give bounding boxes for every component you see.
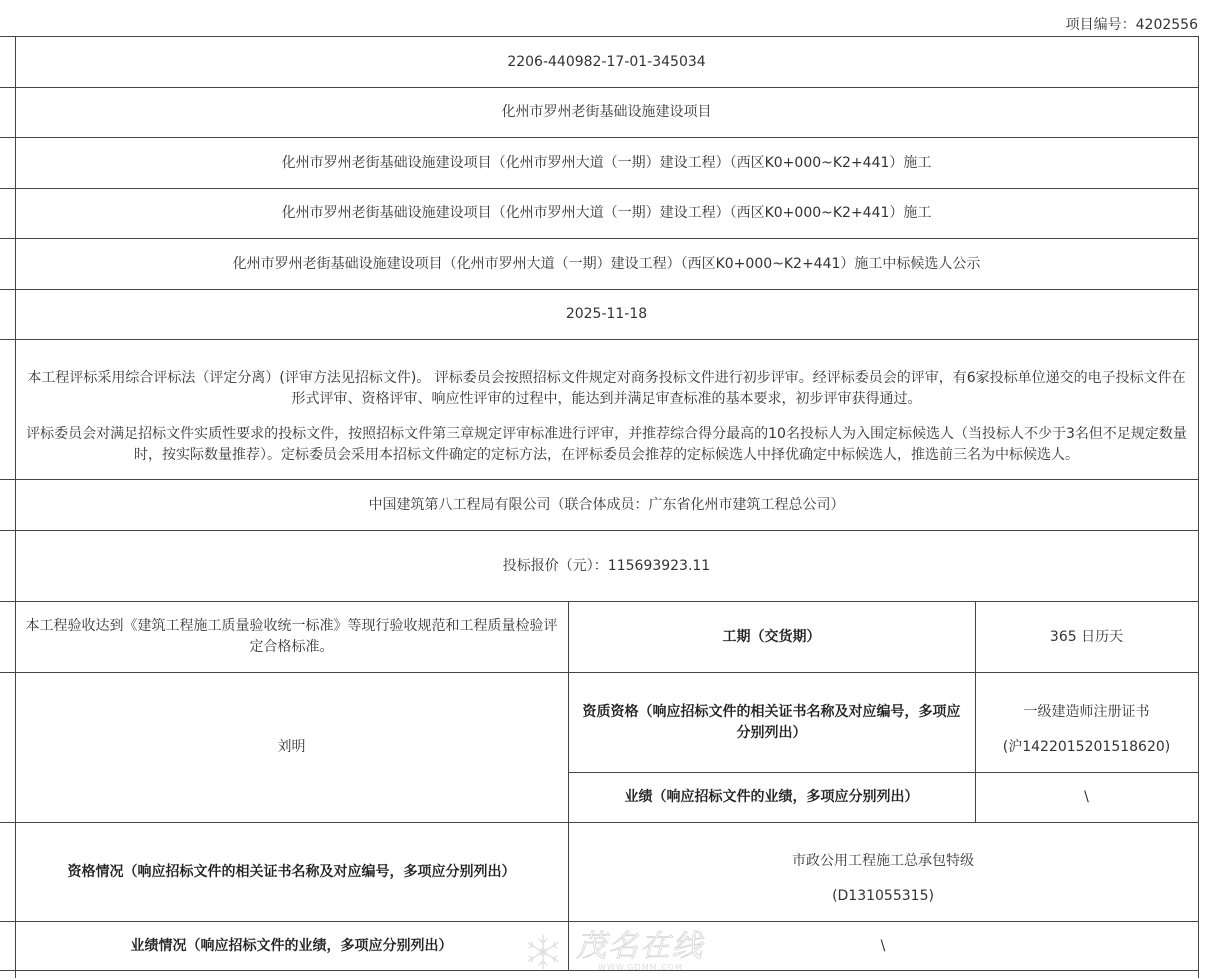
row-label-cell xyxy=(0,971,15,978)
row-label-cell xyxy=(0,340,15,480)
pm-performance-label-cell: 业绩（响应招标文件的业绩，多项应分别列出） xyxy=(568,773,975,823)
bid-price-cell xyxy=(15,531,1198,602)
table-row xyxy=(0,340,1198,480)
company-performance-label-cell: 业绩情况（响应招标文件的业绩，多项应分别列出） xyxy=(15,922,568,971)
company-qualification-cell xyxy=(568,823,1198,922)
row-label-cell xyxy=(0,673,15,823)
company-performance-cell: \ xyxy=(568,922,1198,971)
quality-standard-cell: 本工程验收达到《建筑工程施工质量验收统一标准》等现行验收规范和工程质量检验评定合格标准。 xyxy=(15,602,568,673)
bid-price-value: 115693923.11 xyxy=(607,557,711,574)
evaluation-paragraph: 评标委员会对满足招标文件实质性要求的投标文件，按照招标文件第三章规定评审标准进行评审，并推荐综合得分最高的10名投标人为入围定标候选人（当投标人不少于3名但不足规定数量时，按实际数量推荐）。定标委员会采用本招标文件确定的定标方法，在评标委员会推荐的定标候选人中择优确定中标候选人，推选前三名为中标候选人。 xyxy=(26,425,1187,463)
publish-date-cell: 2025-11-18 xyxy=(15,290,1198,340)
project-number-value: 4202556 xyxy=(1135,17,1198,33)
row-label-cell xyxy=(0,88,15,138)
next-row-cell xyxy=(15,971,1198,978)
pm-qualification-label-cell: 资质资格（响应招标文件的相关证书名称及对应编号，多项应分别列出） xyxy=(568,673,975,773)
table-row xyxy=(0,480,1198,531)
candidate-name-cell: 中国建筑第八工程局有限公司（联合体成员：广东省化州市建筑工程总公司） xyxy=(15,480,1198,531)
row-label-cell xyxy=(0,239,15,290)
evaluation-paragraph: 本工程评标采用综合评标法（评定分离）(评审方法见招标文件)。 评标委员会按照招标文件规定对商务投标文件进行初步评审。经评标委员会的评审，有6家投标单位递交的电子投标文件在形式评审、资格评审、响应性评审的过程中，能达到并满足审查标准的基本要求，初步评审获得通过。 xyxy=(27,369,1186,407)
row-label-cell xyxy=(0,480,15,531)
project-manager-cell: 刘明 xyxy=(15,673,568,823)
table-row xyxy=(0,971,1198,978)
table-row xyxy=(0,138,1198,189)
table-row xyxy=(0,673,1198,773)
row-label-cell xyxy=(0,138,15,189)
project-code-cell: 2206-440982-17-01-345034 xyxy=(15,37,1198,88)
row-label-cell xyxy=(0,602,15,673)
tender-project-cell: 化州市罗州老街基础设施建设项目（化州市罗州大道（一期）建设工程）（西区K0+000~K2+441）施工 xyxy=(15,138,1198,189)
table-row xyxy=(0,531,1198,602)
announcement-title-cell: 化州市罗州老街基础设施建设项目（化州市罗州大道（一期）建设工程）（西区K0+000~K2+441）施工中标候选人公示 xyxy=(15,239,1198,290)
project-number-label: 项目编号： xyxy=(1065,17,1136,33)
table-row xyxy=(0,922,1198,971)
pm-performance-cell: \ xyxy=(975,773,1198,823)
table-row xyxy=(0,602,1198,673)
row-label-cell xyxy=(0,531,15,602)
pm-certificate-number: (沪1422015201518620) xyxy=(1002,738,1171,755)
table-row xyxy=(0,823,1198,922)
bid-price-label: 投标报价（元）： xyxy=(502,557,608,574)
company-qualification-number: (D131055315) xyxy=(832,888,934,904)
watermark-text: 茂名在线 xyxy=(576,929,704,964)
row-label-cell xyxy=(0,922,15,971)
row-label-cell xyxy=(0,823,15,922)
company-qualification-name: 市政公用工程施工总承包特级 xyxy=(792,853,974,869)
company-qualification-label-cell: 资格情况（响应招标文件的相关证书名称及对应编号，多项应分别列出） xyxy=(15,823,568,922)
table-row xyxy=(0,239,1198,290)
bid-candidate-notice-table xyxy=(0,36,1199,978)
pm-certificate-name: 一级建造师注册证书 xyxy=(1023,703,1150,720)
project-number xyxy=(1066,15,1198,35)
table-row xyxy=(0,37,1198,88)
duration-value-cell: 365 日历天 xyxy=(975,602,1198,673)
evaluation-description-cell xyxy=(15,340,1198,480)
table-row xyxy=(0,88,1198,138)
row-label-cell xyxy=(0,189,15,239)
pm-qualification-cell xyxy=(975,673,1198,773)
watermark-url: WWW.GDMM.COM xyxy=(598,963,683,972)
row-label-cell xyxy=(0,290,15,340)
table-row xyxy=(0,290,1198,340)
project-name-cell: 化州市罗州老街基础设施建设项目 xyxy=(15,88,1198,138)
table-row xyxy=(0,189,1198,239)
row-label-cell xyxy=(0,37,15,88)
duration-label-cell: 工期（交货期） xyxy=(568,602,975,673)
tender-section-cell: 化州市罗州老街基础设施建设项目（化州市罗州大道（一期）建设工程）（西区K0+000~K2+441）施工 xyxy=(15,189,1198,239)
